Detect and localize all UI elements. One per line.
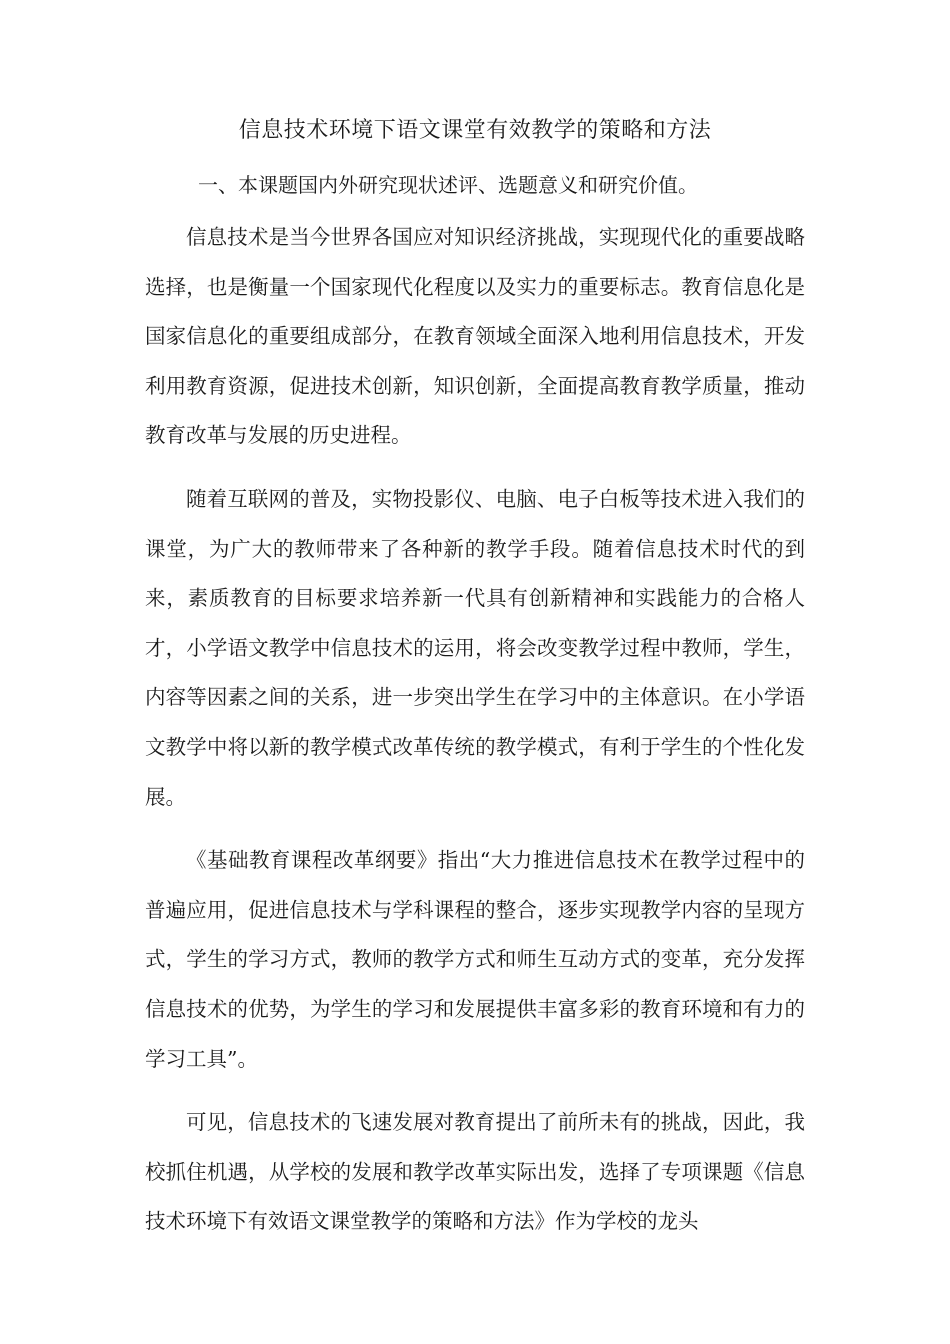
paragraph-4: 可见，信息技术的飞速发展对教育提出了前所未有的挑战，因此，我校抓住机遇，从学校的发展和教学改革实际出发，选择了专项课题《信息技术环境下有效语文课堂教学的策略和方法》作为学校的龙头: [145, 1110, 805, 1234]
document-body: [145, 213, 805, 1261]
document-title: 信息技术环境下语文课堂有效教学的策略和方法: [238, 118, 712, 143]
paragraph-3: 《基础教育课程改革纲要》指出“大力推进信息技术在教学过程中的普遍应用，促进信息技术与学科课程的整合，逐步实现教学内容的呈现方式，学生的学习方式，教师的教学方式和师生互动方式的变革，充分发挥信息技术的优势，为学生的学习和发展提供丰富多彩的教育环境和有力的学习工具”。: [145, 848, 805, 1071]
section-heading: 一、本课题国内外研究现状述评、选题意义和研究价值。: [198, 173, 698, 197]
paragraph-2: 随着互联网的普及，实物投影仪、电脑、电子白板等技术进入我们的课堂，为广大的教师带来了各种新的教学手段。随着信息技术时代的到来，素质教育的目标要求培养新一代具有创新精神和实践能力的合格人才，小学语文教学中信息技术的运用，将会改变教学过程中教师，学生，内容等因素之间的关系，进一步突出学生在学习中的主体意识。在小学语文教学中将以新的教学模式改革传统的教学模式，有利于学生的个性化发展。: [145, 486, 805, 809]
paragraph-1: 信息技术是当今世界各国应对知识经济挑战，实现现代化的重要战略选择，也是衡量一个国家现代化程度以及实力的重要标志。教育信息化是国家信息化的重要组成部分，在教育领域全面深入地利用信息技术，开发利用教育资源，促进技术创新，知识创新，全面提高教育教学质量，推动教育改革与发展的历史进程。: [145, 225, 805, 448]
